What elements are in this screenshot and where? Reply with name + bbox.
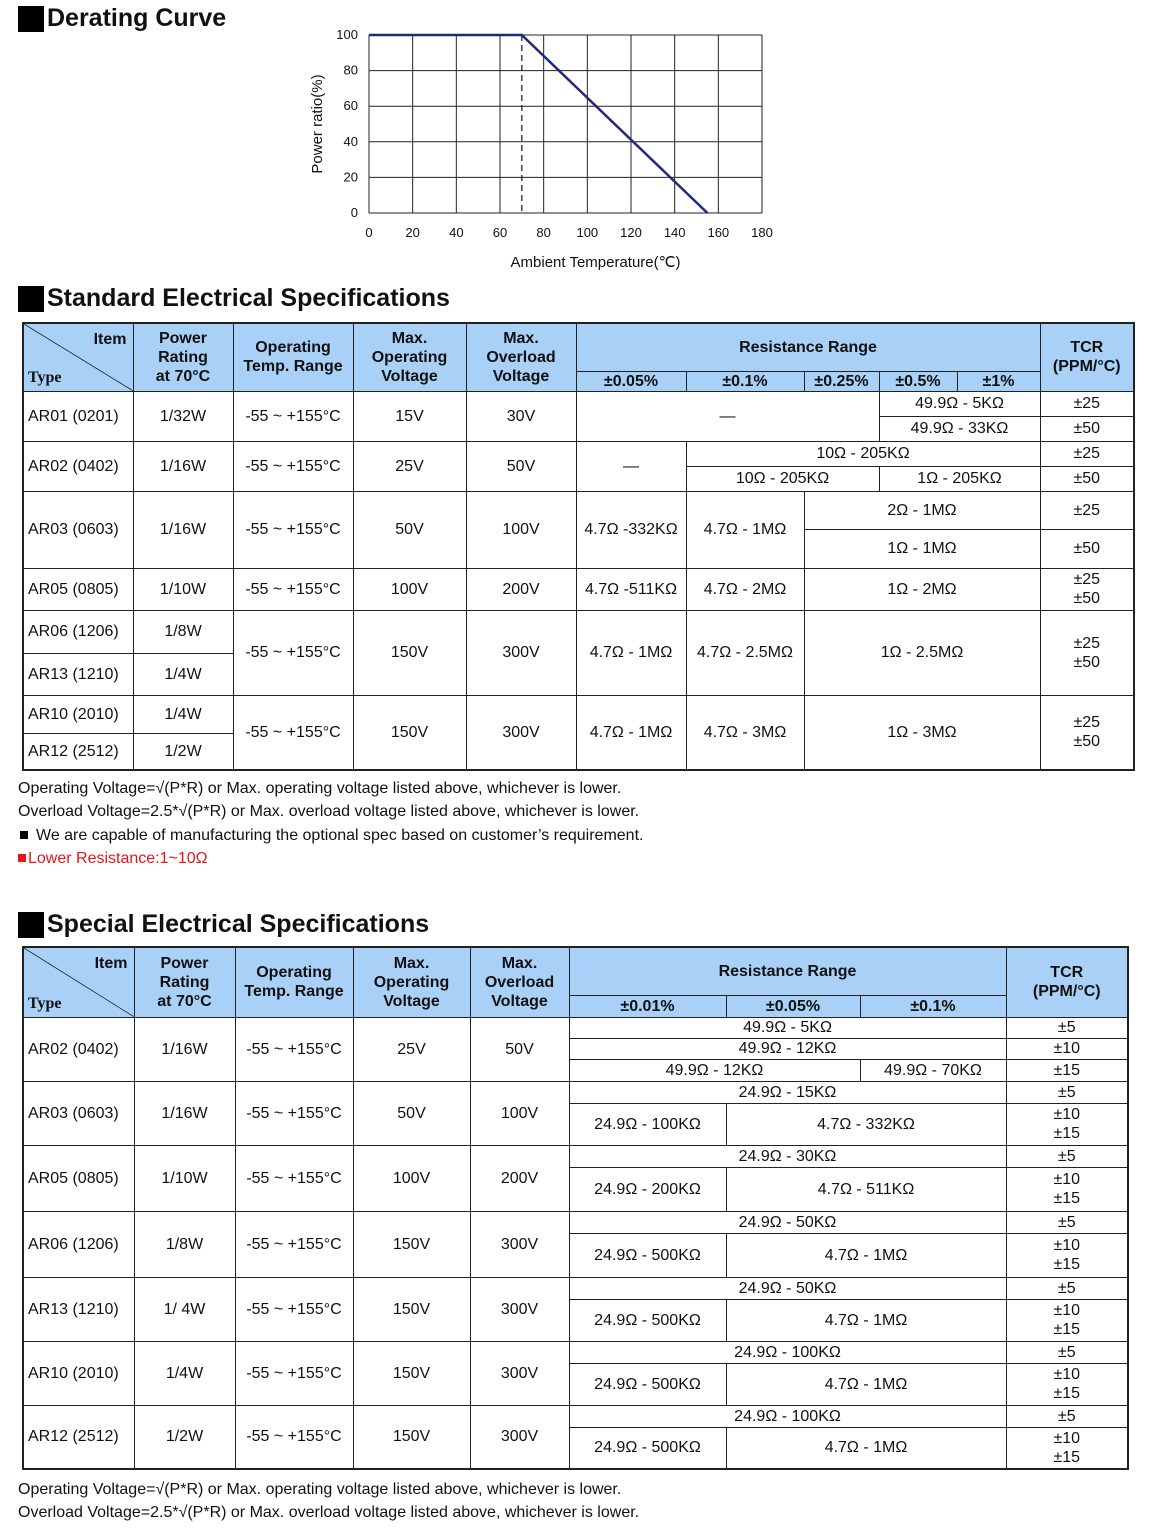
standard-spec-table: Item Type Power Rating at 70°C Operating Temp. Range Max. Operating Voltage Max. Overload Voltage Resistance Range TCR (PPM/°C) ±0.05% ±0.1% ±0.25% ±0.5% ±1% AR01 (0201) 1/32W -55 ~ +155°C 15V 30V — 49.9Ω - 5KΩ ±25 49.9Ω - 33KΩ ±50 AR02 (0402) 1/16W -55 ~ +155°C 25V 50V — 10Ω - 205KΩ ±25 10Ω - 205KΩ 1Ω - 205KΩ ±50 AR03 (0603) 1/16W -55 ~ +155°C 50V 100V 4.7Ω -332KΩ 4.7Ω - 1MΩ 2Ω - 1MΩ ±25 1Ω - 1MΩ ±50 AR05 (0805) 1/10W -55 ~ +155°C 100V 200V 4.7Ω -511KΩ 4.7Ω - 2MΩ 1Ω - 2MΩ ±25 ±50 AR06 (1206) 1/8W -55 ~ +155°C 150V 300V 4.7Ω - 1MΩ 4.7Ω - 2.5MΩ 1Ω - 2.5MΩ ±25 ±50 AR13 (1210) 1/4W AR10 (2010) 1/4W -55 ~ +155°C 150V 300V 4.7Ω - 1MΩ 4.7Ω - 3MΩ 1Ω - 3MΩ ±25 ±50 AR12 (2512) 1/2W xyxy=(22,322,1135,771)
table-row: AR12 (2512) 1/2W -55 ~ +155°C 150V 300V 24.9Ω - 100KΩ ±5 xyxy=(23,1405,1128,1427)
bullet-square-icon xyxy=(18,6,44,32)
x-tick-label: 60 xyxy=(492,225,508,240)
tol-0-25: ±0.25% xyxy=(804,371,879,391)
table-row: AR10 (2010) 1/4W -55 ~ +155°C 150V 300V 24.9Ω - 100KΩ ±5 xyxy=(23,1341,1128,1363)
x-tick-label: 100 xyxy=(576,225,599,240)
note-operating-voltage: Operating Voltage=√(P*R) or Max. operating voltage listed above, whichever is lower. xyxy=(18,780,622,797)
table-row: AR12 (2512) 1/2W xyxy=(23,733,1134,770)
x-tick-label: 20 xyxy=(405,225,420,240)
table-row: AR05 (0805) 1/10W -55 ~ +155°C 100V 200V 4.7Ω -511KΩ 4.7Ω - 2MΩ 1Ω - 2MΩ ±25 ±50 xyxy=(23,568,1134,610)
special-spec-title: Special Electrical Specifications xyxy=(18,910,429,939)
chart-y-axis-label: Power ratio(%) xyxy=(309,74,326,174)
table-row: AR03 (0603) 1/16W -55 ~ +155°C 50V 100V 4.7Ω -332KΩ 4.7Ω - 1MΩ 2Ω - 1MΩ ±25 xyxy=(23,491,1134,529)
y-tick-label: 100 xyxy=(336,27,358,42)
bullet-square-icon xyxy=(18,854,26,862)
y-tick-label: 20 xyxy=(343,169,358,185)
note-overload-voltage: Overload Voltage=2.5*√(P*R) or Max. overload voltage listed above, whichever is lower. xyxy=(18,803,640,820)
table-row: AR13 (1210) 1/4W xyxy=(23,653,1134,695)
header-tcr: TCR (PPM/°C) xyxy=(1006,947,1128,1017)
x-tick-label: 40 xyxy=(449,225,464,240)
y-tick-label: 0 xyxy=(350,205,358,220)
x-tick-label: 160 xyxy=(707,225,730,240)
x-tick-label: 140 xyxy=(663,225,686,240)
header-item-type: Item Type xyxy=(23,947,134,1017)
tol-0-1: ±0.1% xyxy=(860,995,1006,1017)
standard-spec-title: Standard Electrical Specifications xyxy=(18,284,450,313)
table-row: AR13 (1210) 1/ 4W -55 ~ +155°C 150V 300V 24.9Ω - 50KΩ ±5 xyxy=(23,1277,1128,1299)
bullet-square-icon xyxy=(18,912,44,938)
header-tcr: TCR (PPM/°C) xyxy=(1040,323,1134,391)
table-row: AR06 (1206) 1/8W -55 ~ +155°C 150V 300V 24.9Ω - 50KΩ ±5 xyxy=(23,1211,1128,1233)
header-resistance-range: Resistance Range xyxy=(576,323,1040,371)
header-power-rating: Power Rating at 70°C xyxy=(134,947,235,1017)
header-temp-range: Operating Temp. Range xyxy=(235,947,353,1017)
header-power-rating: Power Rating at 70°C xyxy=(133,323,233,391)
note-lower-resistance: Lower Resistance:1~10Ω xyxy=(18,850,208,868)
x-tick-label: 180 xyxy=(751,225,773,240)
bullet-square-icon xyxy=(18,286,44,312)
table-row: AR02 (0402) 1/16W -55 ~ +155°C 25V 50V — 10Ω - 205KΩ ±25 xyxy=(23,441,1134,466)
chart-grid xyxy=(369,35,762,213)
table-row: AR01 (0201) 1/32W -55 ~ +155°C 15V 30V — 49.9Ω - 5KΩ ±25 xyxy=(23,391,1134,416)
special-spec-table: Item Type Power Rating at 70°C Operating Temp. Range Max. Operating Voltage Max. Overload Voltage Resistance Range TCR (PPM/°C) ±0.01% ±0.05% ±0.1% AR02 (0402) 1/16W -55 ~ +155°C 25V 50V 49.9Ω - 5KΩ ±5 49.9Ω - 12KΩ ±10 49.9Ω - 12KΩ 49.9Ω - 70KΩ ±15 AR03 (0603) 1/16W -55 ~ +155°C 50V 100V 24.9Ω - 15KΩ ±5 24.9Ω - 100KΩ 4.7Ω - 332KΩ ±10 ±15 AR05 (0805) 1/10W -55 ~ +155°C 100V 200V 24.9Ω - 30KΩ ±5 24.9Ω - 200KΩ 4.7Ω - 511KΩ ±10 ±15 AR06 (1206) 1/8W -55 ~ +155°C 150V 300V 24.9Ω - 50KΩ ±5 24.9Ω - 500KΩ 4.7Ω - 1MΩ ±10 ±15 AR13 (1210) 1/ 4W -55 ~ +155°C 150V 300V 24.9Ω - 50KΩ ±5 24.9Ω - 500KΩ 4.7Ω - 1MΩ ±10 ±15 AR10 (2010) 1/4W -55 ~ +155°C 150V 300V 24.9Ω - 100KΩ ±5 24.9Ω - 500KΩ 4.7Ω - 1MΩ ±10 ±15 AR12 (2512) 1/2W -55 ~ +155°C 150V 300V 24.9Ω - 100KΩ ±5 24.9Ω - 500KΩ 4.7Ω - 1MΩ ±10 ±15 xyxy=(22,946,1129,1470)
header-resistance-range: Resistance Range xyxy=(569,947,1006,995)
x-tick-label: 80 xyxy=(536,225,551,240)
table-row: AR05 (0805) 1/10W -55 ~ +155°C 100V 200V 24.9Ω - 30KΩ ±5 xyxy=(23,1145,1128,1167)
bullet-square-icon xyxy=(20,831,28,839)
tol-0-5: ±0.5% xyxy=(879,371,957,391)
header-temp-range: Operating Temp. Range xyxy=(233,323,353,391)
header-max-overload-voltage: Max. Overload Voltage xyxy=(466,323,576,391)
table-row: AR02 (0402) 1/16W -55 ~ +155°C 25V 50V 49.9Ω - 5KΩ ±5 xyxy=(23,1017,1128,1038)
header-max-operating-voltage: Max. Operating Voltage xyxy=(353,323,466,391)
table-row: AR03 (0603) 1/16W -55 ~ +155°C 50V 100V 24.9Ω - 15KΩ ±5 xyxy=(23,1081,1128,1103)
y-tick-label: 80 xyxy=(343,62,358,78)
note-operating-voltage: Operating Voltage=√(P*R) or Max. operating voltage listed above, whichever is lower. xyxy=(18,1481,622,1498)
table-row: AR06 (1206) 1/8W -55 ~ +155°C 150V 300V 4.7Ω - 1MΩ 4.7Ω - 2.5MΩ 1Ω - 2.5MΩ ±25 ±50 xyxy=(23,610,1134,653)
x-tick-label: 120 xyxy=(620,225,642,240)
tol-0-05: ±0.05% xyxy=(726,995,860,1017)
tol-0-1: ±0.1% xyxy=(686,371,804,391)
tol-0-01: ±0.01% xyxy=(569,995,726,1017)
note-capable: We are capable of manufacturing the optional spec based on customer’s requirement. xyxy=(18,827,643,845)
table-row: AR10 (2010) 1/4W -55 ~ +155°C 150V 300V 4.7Ω - 1MΩ 4.7Ω - 3MΩ 1Ω - 3MΩ ±25 ±50 xyxy=(23,695,1134,733)
derating-chart xyxy=(300,24,790,274)
chart-ticks xyxy=(336,27,773,240)
y-tick-label: 40 xyxy=(343,133,358,149)
chart-x-axis-label: Ambient Temperature(℃) xyxy=(510,254,681,271)
header-max-operating-voltage: Max. Operating Voltage xyxy=(353,947,470,1017)
x-tick-label: 0 xyxy=(365,225,373,240)
tol-1: ±1% xyxy=(957,371,1040,391)
derating-line xyxy=(369,35,707,213)
header-max-overload-voltage: Max. Overload Voltage xyxy=(470,947,569,1017)
note-overload-voltage: Overload Voltage=2.5*√(P*R) or Max. overload voltage listed above, whichever is lower. xyxy=(18,1504,640,1521)
derating-title: Derating Curve xyxy=(18,4,226,33)
tol-0-05: ±0.05% xyxy=(576,371,686,391)
chart-series xyxy=(369,35,707,213)
header-item-type: Item Type xyxy=(23,323,133,391)
y-tick-label: 60 xyxy=(343,98,358,114)
